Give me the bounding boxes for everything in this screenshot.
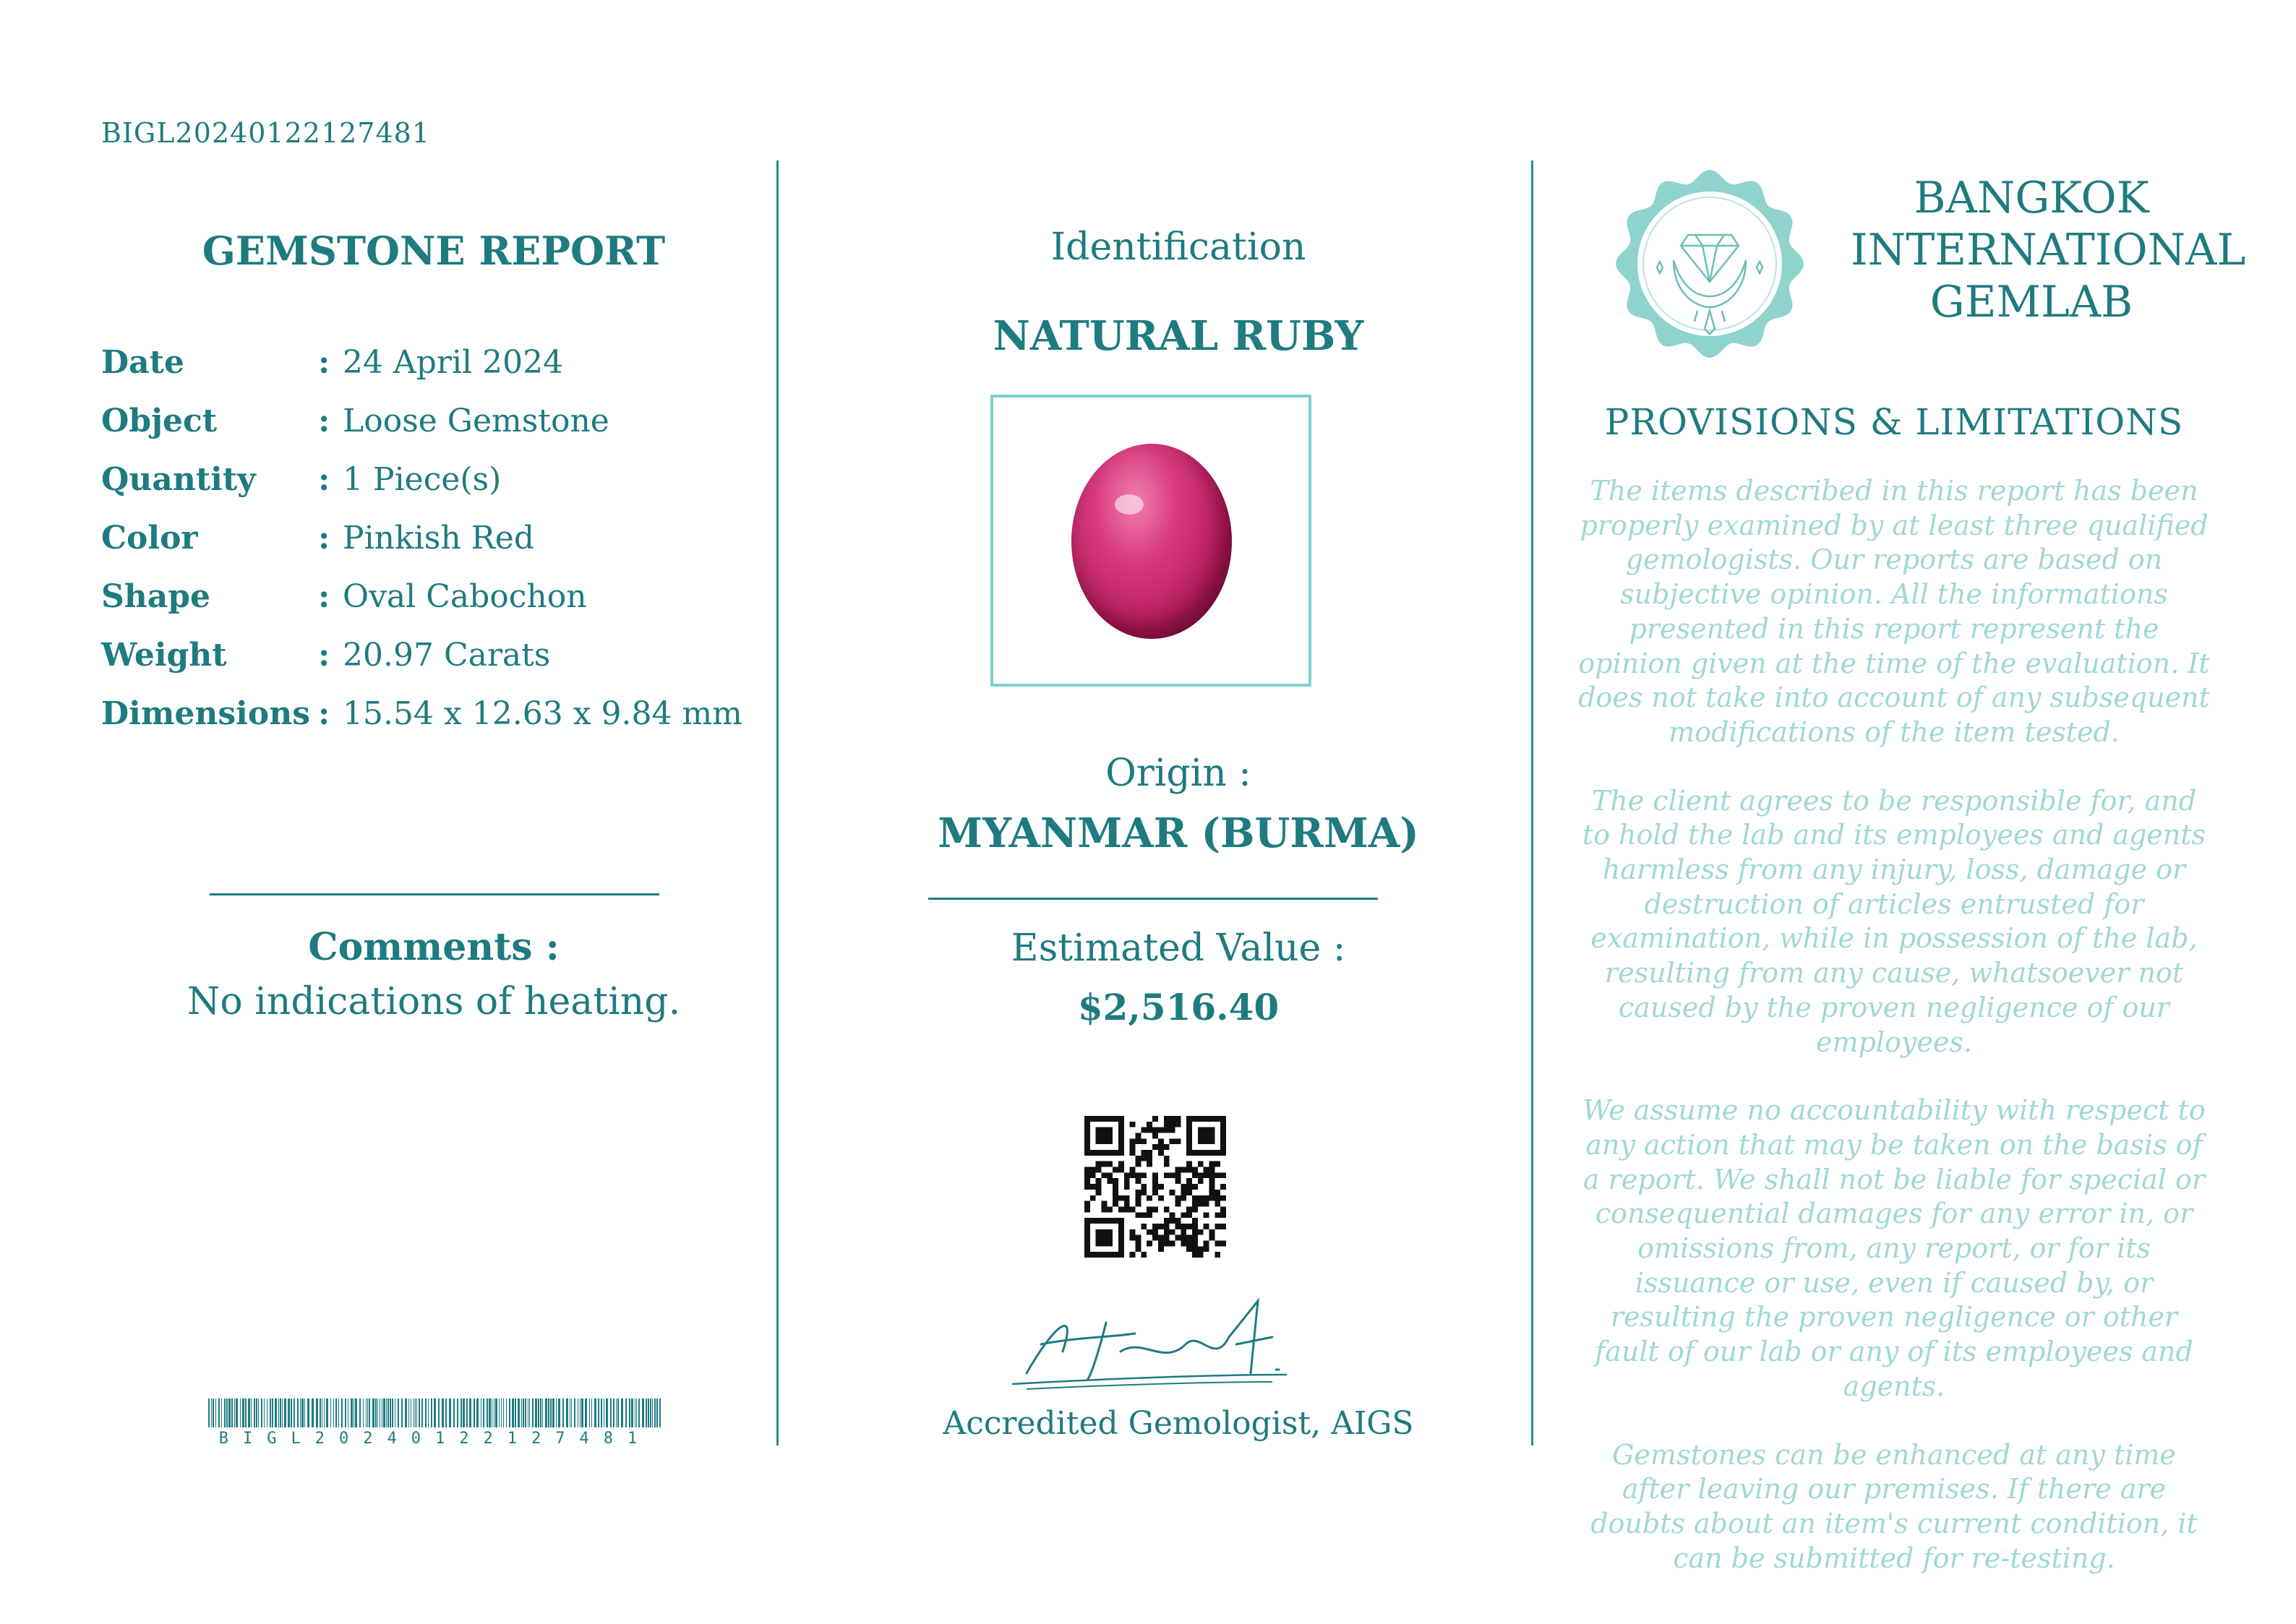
qr-code-icon[interactable] (1084, 1116, 1226, 1258)
estimated-value-label: Estimated Value : (1011, 927, 1346, 970)
detail-row-color (101, 520, 742, 578)
reference-number: BIGL20240122127481 (101, 117, 430, 149)
detail-value: Oval Cabochon (343, 578, 587, 615)
ruby-photo (1071, 444, 1232, 639)
detail-label: Date (101, 344, 184, 381)
origin-value: MYANMAR (BURMA) (938, 809, 1419, 857)
detail-colon: : (318, 695, 330, 732)
gemologist-caption: Accredited Gemologist, AIGS (943, 1405, 1414, 1442)
detail-value: Pinkish Red (343, 520, 534, 557)
detail-value: 24 April 2024 (343, 344, 564, 381)
origin-label: Origin : (1105, 752, 1251, 795)
provisions-title: PROVISIONS & LIMITATIONS (1604, 401, 2184, 443)
detail-row-dimensions (101, 695, 742, 754)
detail-colon: : (318, 461, 330, 498)
detail-label: Quantity (101, 461, 256, 498)
detail-label: Shape (101, 578, 211, 615)
comments-title: Comments : (308, 925, 560, 969)
detail-label: Object (101, 403, 218, 439)
detail-colon: : (318, 637, 330, 674)
detail-value: 1 Piece(s) (343, 461, 502, 498)
detail-colon: : (318, 578, 330, 615)
detail-row-object (101, 403, 742, 461)
detail-row-date (101, 344, 742, 403)
detail-row-quantity (101, 461, 742, 520)
value-divider (928, 898, 1378, 900)
report-title: GEMSTONE REPORT (202, 228, 666, 274)
comments-text: No indications of heating. (187, 980, 681, 1023)
barcode-number: BIGL20240122127481 (218, 1430, 652, 1448)
gem-name: NATURAL RUBY (993, 312, 1364, 360)
detail-colon: : (318, 344, 330, 381)
lab-name-line: GEMLAB (1929, 277, 2133, 327)
lab-name-line: INTERNATIONAL (1851, 225, 2246, 275)
estimated-value: $2,516.40 (1077, 986, 1280, 1028)
gem-seal-logo-icon (1612, 166, 1807, 361)
detail-colon: : (318, 520, 330, 557)
details-table (101, 344, 742, 754)
comments-divider (210, 893, 659, 895)
detail-value: 15.54 x 12.63 x 9.84 mm (343, 695, 742, 732)
lab-name-line: BANGKOK (1914, 173, 2149, 223)
detail-label: Dimensions (101, 695, 311, 732)
detail-row-weight (101, 637, 742, 695)
detail-label: Color (101, 520, 198, 557)
provisions-paragraph: Gemstones can be enhanced at any time after leaving our premises. If there are doubts about an item's current condition, it can be submitted for re-testing. (1590, 1438, 2198, 1574)
provisions-body (1576, 474, 2212, 1610)
provisions-paragraph: The items described in this report has been properly examined by at least three qualified gemologists. Our reports are based on subjective opinion. All the informations presented in this report represent the opinion given at the time of the evaluation. It does not take into account of any subsequent modifications of the item tested. (1578, 475, 2210, 748)
gem-photo-frame (990, 395, 1311, 687)
barcode-icon (208, 1399, 662, 1427)
provisions-paragraph: The client agrees to be responsible for, and to hold the lab and its employees and agents harmless from any injury, loss, damage or destruction of articles entrusted for examination, while in possession of the lab, resulting from any cause, whatsoever not caused by the proven negligence of our employees. (1582, 784, 2206, 1058)
detail-value: Loose Gemstone (343, 403, 609, 439)
detail-label: Weight (101, 637, 227, 674)
detail-colon: : (318, 403, 330, 439)
lab-name (1851, 172, 2246, 328)
provisions-paragraph: We assume no accountability with respect to any action that may be taken on the basis of a report. We shall not be liable for special or consequential damages for any error in, or omissions from, any report, or for its issuance or use, even if caused by, or resulting the proven negligence or other fault of our lab or any of its employees and agents. (1582, 1094, 2206, 1402)
detail-value: 20.97 Carats (343, 637, 551, 674)
signature (998, 1294, 1301, 1395)
identification-label: Identification (1050, 225, 1306, 269)
detail-row-shape (101, 578, 742, 637)
